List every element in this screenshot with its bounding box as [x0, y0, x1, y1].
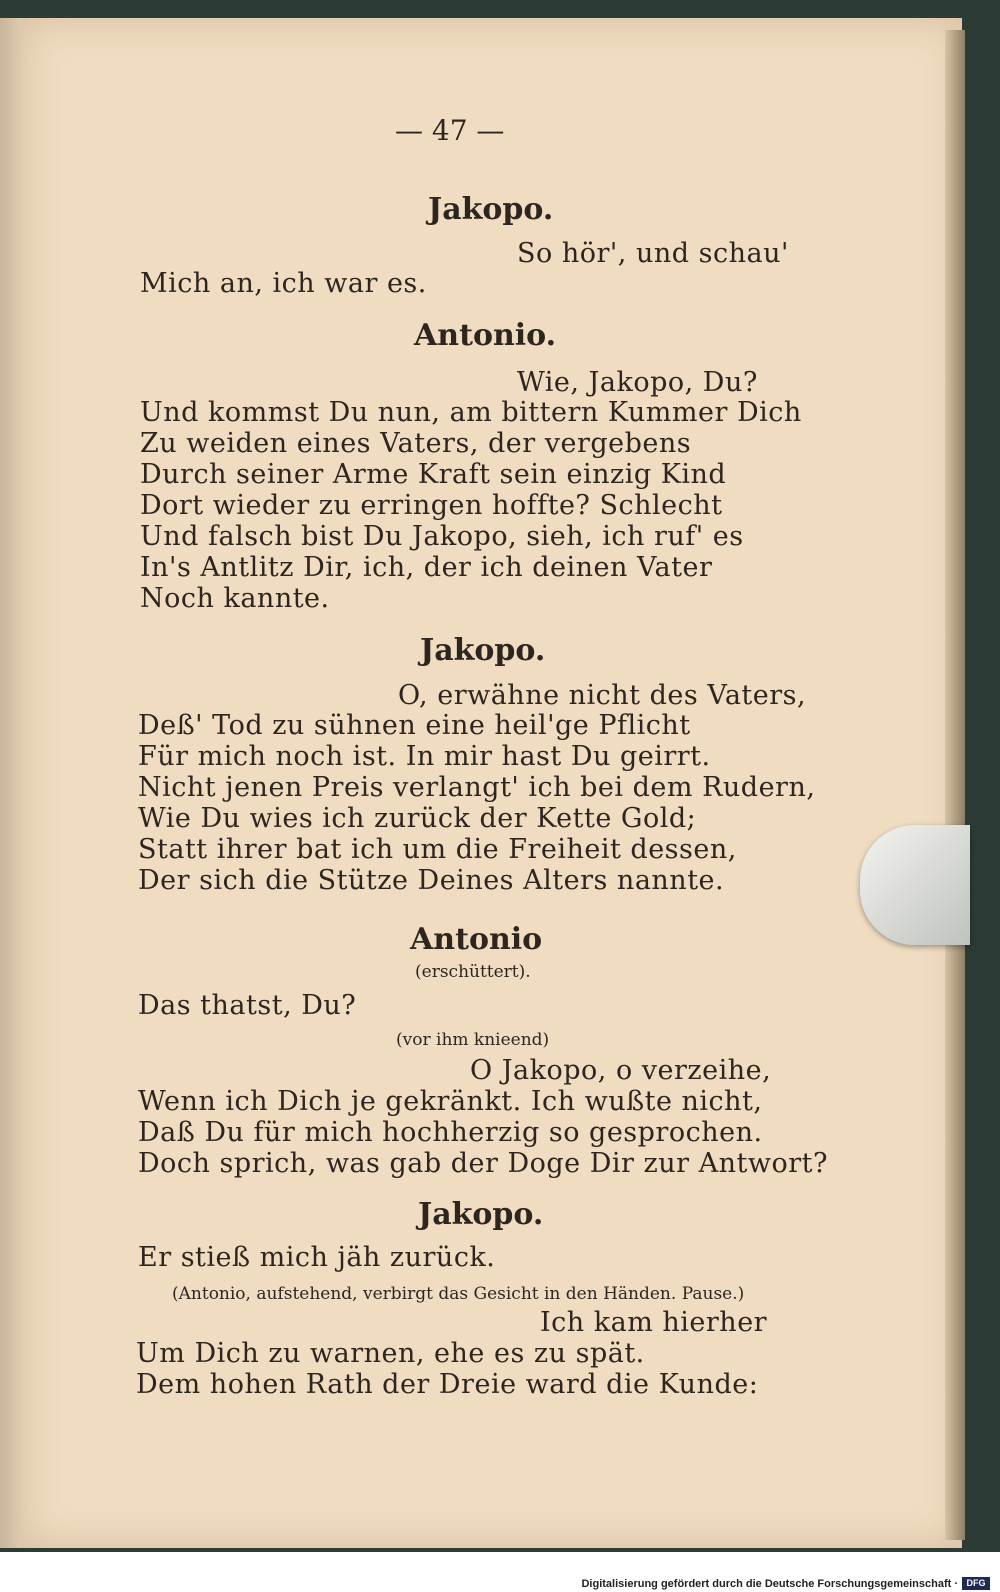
verse-line: Zu weiden eines Vaters, der vergebens [140, 428, 692, 459]
verse-line: Deß' Tod zu sühnen eine heil'ge Pflicht [138, 710, 691, 741]
stage-direction: (Antonio, aufstehend, verbirgt das Gesicht in den Händen. Pause.) [172, 1284, 745, 1304]
page-number: — 47 — [395, 114, 505, 147]
speaker-heading: Jakopo. [418, 1197, 544, 1232]
verse-line: Dem hohen Rath der Dreie ward die Kunde: [136, 1369, 759, 1400]
speaker-heading: Jakopo. [428, 192, 554, 227]
verse-line: Das thatst, Du? [138, 990, 357, 1021]
stage-direction: (vor ihm knieend) [396, 1030, 550, 1050]
verse-line: Wenn ich Dich je gekränkt. Ich wußte nicht, [138, 1086, 763, 1117]
speaker-heading: Antonio [410, 922, 543, 957]
verse-line: Daß Du für mich hochherzig so gesprochen. [138, 1117, 763, 1148]
verse-line: Für mich noch ist. In mir hast Du geirrt. [138, 741, 711, 772]
verse-line: Der sich die Stütze Deines Alters nannte. [138, 865, 725, 896]
verse-line: Wie, Jakopo, Du? [517, 367, 758, 398]
verse-line: Ich kam hierher [540, 1307, 768, 1338]
verse-line: Doch sprich, was gab der Doge Dir zur Antwort? [138, 1148, 828, 1179]
verse-line: O Jakopo, o verzeihe, [470, 1055, 772, 1086]
page-clip [860, 825, 970, 945]
page-right-edge [945, 30, 965, 1540]
stage-direction: (erschüttert). [415, 962, 531, 982]
verse-line: So hör', und schau' [517, 238, 789, 269]
dfg-logo-icon: DFG [962, 1577, 990, 1590]
verse-line: Mich an, ich war es. [140, 268, 427, 299]
verse-line: Und falsch bist Du Jakopo, sieh, ich ruf' es [140, 521, 744, 552]
speaker-heading: Antonio. [414, 318, 557, 353]
verse-line: Statt ihrer bat ich um die Freiheit dessen, [138, 834, 737, 865]
verse-line: In's Antlitz Dir, ich, der ich deinen Vater [140, 552, 713, 583]
speaker-heading: Jakopo. [420, 633, 546, 668]
footer-credit: Digitalisierung gefördert durch die Deutsche Forschungsgemeinschaft · [581, 1578, 958, 1590]
verse-line: Durch seiner Arme Kraft sein einzig Kind [140, 459, 727, 490]
verse-line: Nicht jenen Preis verlangt' ich bei dem Rudern, [138, 772, 816, 803]
verse-line: Um Dich zu warnen, ehe es zu spät. [136, 1338, 645, 1369]
verse-line: Und kommst Du nun, am bittern Kummer Dich [140, 397, 802, 428]
verse-line: Noch kannte. [140, 583, 330, 614]
verse-line: Er stieß mich jäh zurück. [138, 1242, 496, 1273]
verse-line: Dort wieder zu erringen hoffte? Schlecht [140, 490, 723, 521]
verse-line: O, erwähne nicht des Vaters, [398, 680, 807, 711]
verse-line: Wie Du wies ich zurück der Kette Gold; [138, 803, 697, 834]
